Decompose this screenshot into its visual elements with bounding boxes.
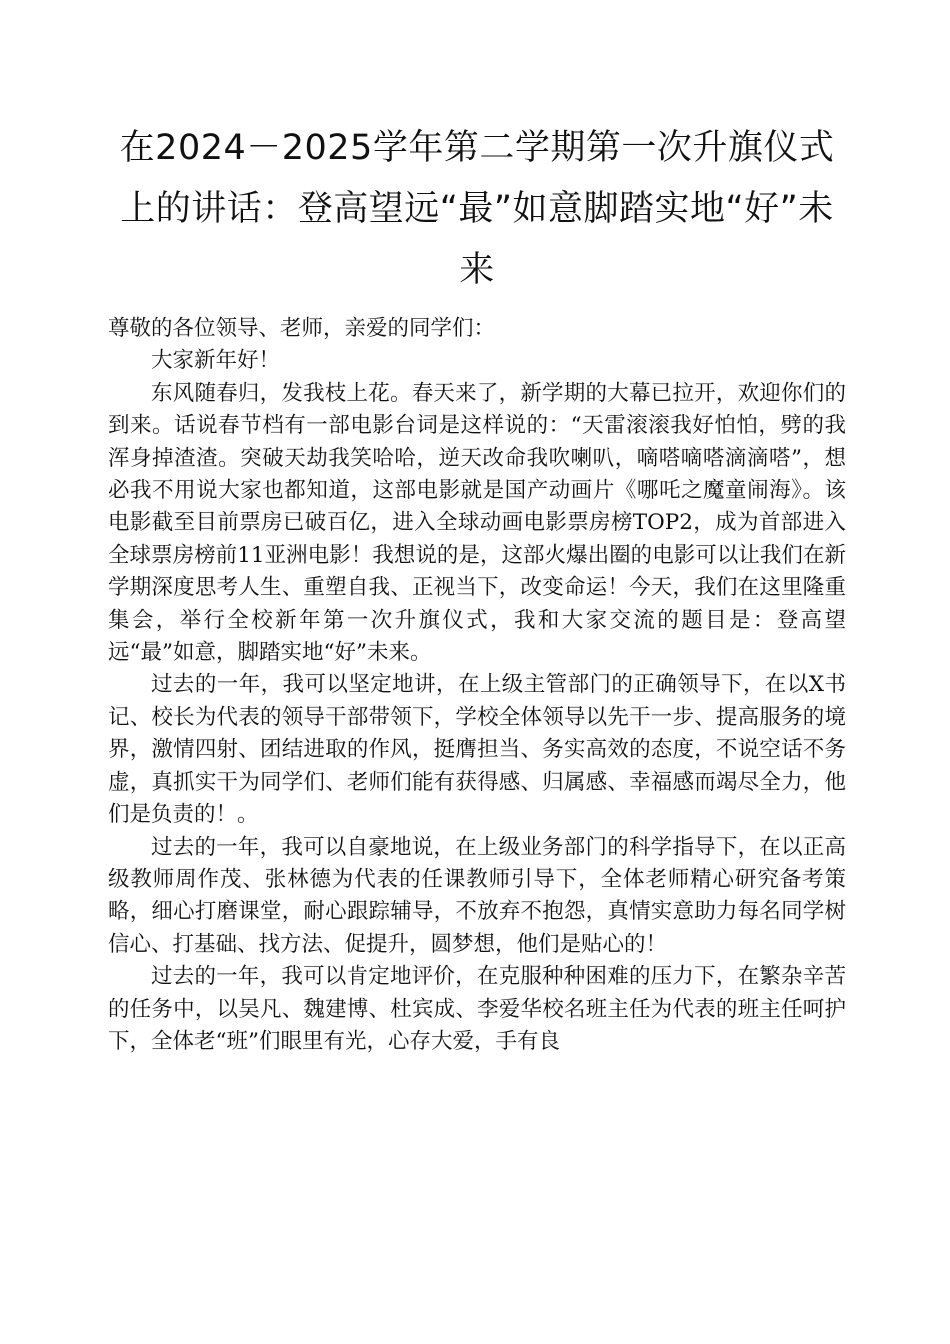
document-page [108,118,846,1058]
paragraph-leaders: 过去的一年，我可以坚定地讲，在上级主管部门的正确领导下，在以X书记、校长为代表的领导干部带领下，学校全体领导以先干一步、提高服务的境界，激情四射、团结进取的作风，挺膺担当、务实高效的态度，不说空话不务虚，真抓实干为同学们、老师们能有获得感、归属感、幸福感而竭尽全力，他们是负责的！。 [108,672,846,828]
salutation: 尊敬的各位领导、老师，亲爱的同学们： [108,316,496,341]
paragraph-intro: 东风随春归，发我枝上花。春天来了，新学期的大幕已拉开，欢迎你们的到来。话说春节档有一部电影台词是这样说的：“天雷滚滚我好怕怕，劈的我浑身掉渣渣。突破天劫我笑哈哈，逆天改命我吹喇叭，嘀嗒嘀嗒滴滴嗒”，想必我不用说大家也都知道，这部电影就是国产动画片《哪吒之魔童闹海》。该电影截至目前票房已破百亿，进入全球动画电影票房榜TOP2，成为首部进入全球票房榜前11亚洲电影！我想说的是，这部火爆出圈的电影可以让我们在新学期深度思考人生、重塑自我、正视当下，改变命运！今天，我们在这里隆重集会，举行全校新年第一次升旗仪式，我和大家交流的题目是：登高望远“最”如意，脚踏实地“好”未来。 [108,380,846,666]
paragraph-teachers: 过去的一年，我可以自豪地说，在上级业务部门的科学指导下，在以正高级教师周作茂、张林德为代表的任课教师引导下，全体老师精心研究备考策略，细心打磨课堂，耐心跟踪辅导，不放弃不抱怨，真情实意助力每名同学树信心、打基础、找方法、促提升，圆梦想，他们是贴心的！ [108,834,846,957]
document-body [108,313,846,1058]
document-title: 在2024－2025学年第二学期第一次升旗仪式上的讲话：登高望远“最”如意脚踏实地“好”未来 [119,128,835,290]
paragraph-greeting: 大家新年好！ [151,348,281,374]
paragraph-class-teachers: 过去的一年，我可以肯定地评价，在克服种种困难的压力下，在繁杂辛苦的任务中，以吴凡、魏建博、杜宾成、李爱华校名班主任为代表的班主任呵护下，全体老“班”们眼里有光，心存大爱，手有良 [108,964,846,1054]
